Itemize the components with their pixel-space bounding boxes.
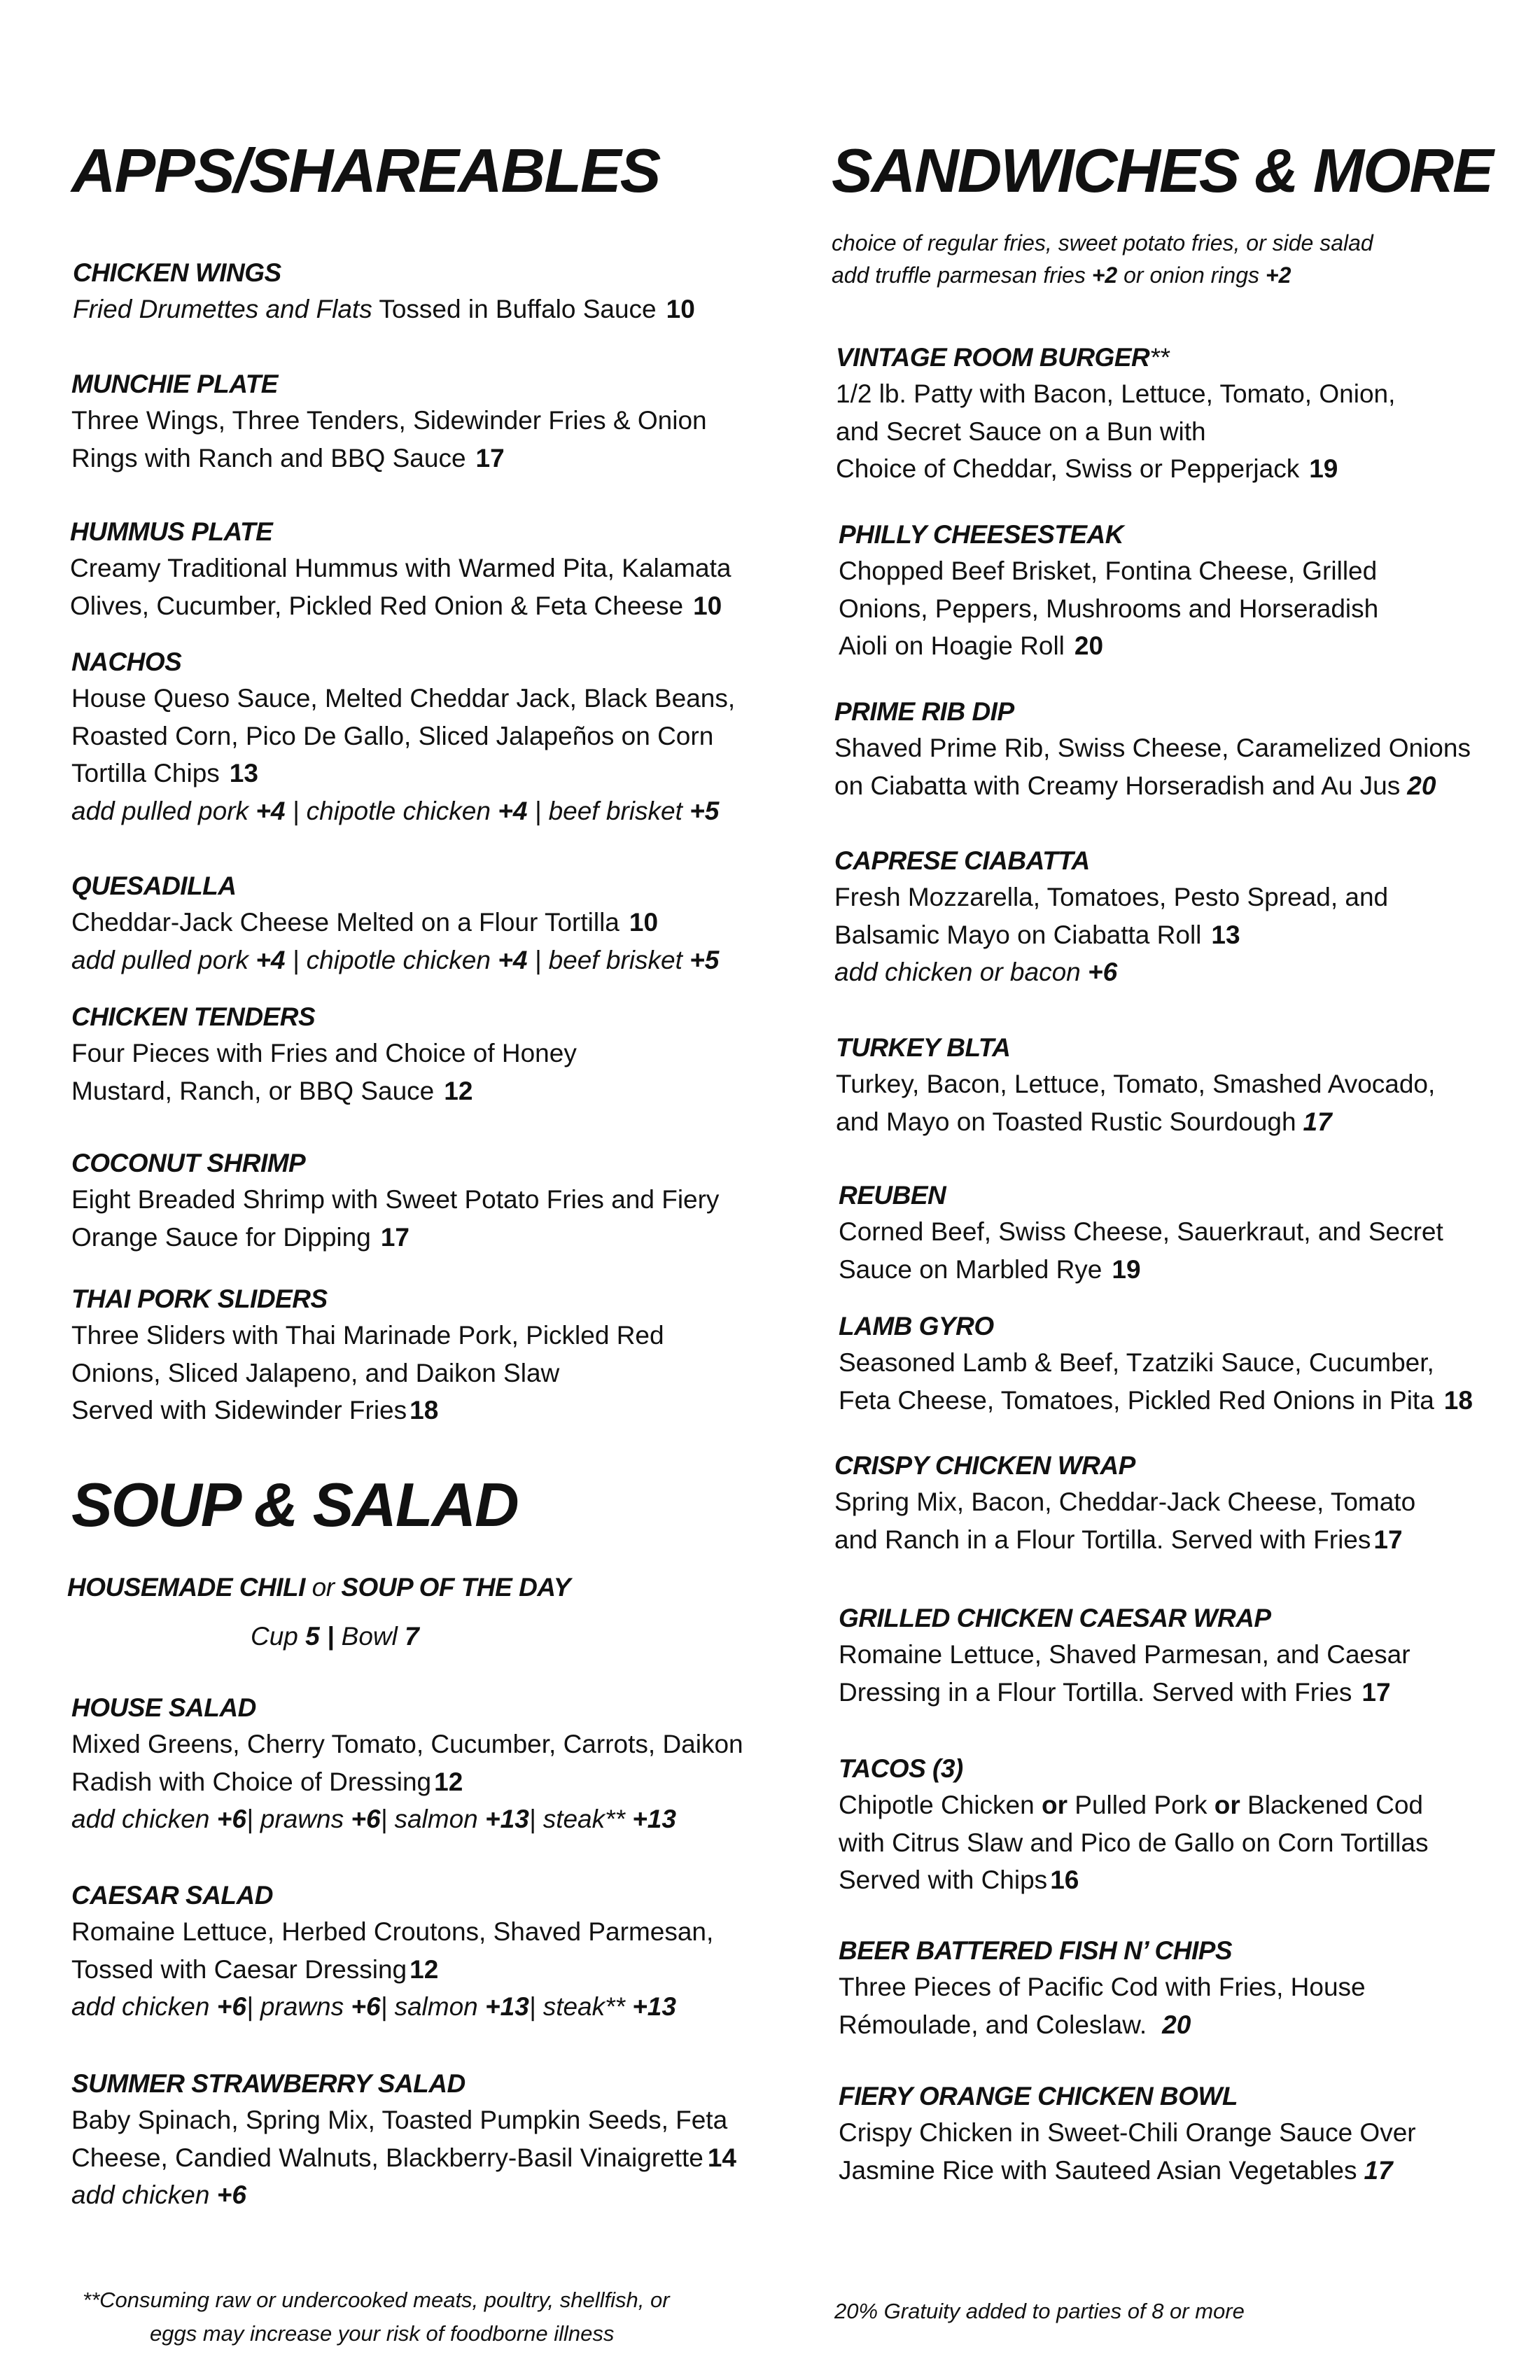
gratuity-note: 20% Gratuity added to parties of 8 or more: [834, 2299, 1245, 2323]
item-price: 16: [1050, 1865, 1079, 1894]
item-name: LAMB GYRO: [839, 1312, 994, 1340]
item-name: HUMMUS PLATE: [70, 517, 273, 546]
item-name: GRILLED CHICKEN CAESAR WRAP: [839, 1604, 1271, 1632]
item-price: 17: [380, 1222, 410, 1252]
item-price: 17: [1362, 1677, 1391, 1707]
menu-item-philly-cheesesteak: PHILLY CHEESESTEAK Chopped Beef Brisket, Fontina Cheese, Grilled Onions, Peppers, Mushrooms and Horseradish Aioli on Hoagie Roll 20: [839, 517, 1378, 665]
item-price: 19: [1309, 454, 1338, 483]
menu-item-strawberry-salad: SUMMER STRAWBERRY SALAD Baby Spinach, Spring Mix, Toasted Pumpkin Seeds, Feta Cheese, Candied Walnuts, Blackberry-Basil Vinaigrette 14 add chicken +6: [71, 2066, 736, 2214]
item-price: 12: [410, 1954, 439, 1984]
item-name: CRISPY CHICKEN WRAP: [834, 1451, 1135, 1480]
menu-item-thai-pork-sliders: THAI PORK SLIDERS Three Sliders with Thai Marinade Pork, Pickled Red Onions, Sliced Jalapeno, and Daikon Slaw Served with Sidewinder Fries 18: [71, 1282, 664, 1429]
item-price: 18: [1443, 1385, 1473, 1415]
item-price: 12: [444, 1076, 473, 1105]
menu-item-chicken-tenders: CHICKEN TENDERS Four Pieces with Fries and Choice of Honey Mustard, Ranch, or BBQ Sauce 12: [71, 1000, 577, 1110]
menu-item-tacos: TACOS (3) Chipotle Chicken or Pulled Pork or Blackened Cod with Citrus Slaw and Pico de Gallo on Corn Tortillas Served with Chips 16: [839, 1751, 1428, 1899]
item-price-options: Cup 5 | Bowl 7: [251, 1622, 419, 1651]
sides-note: choice of regular fries, sweet potato fries, or side salad add truffle parmesan fries +2 or onion rings +2: [832, 230, 1373, 288]
item-price: 10: [629, 908, 659, 937]
item-name: CAPRESE CIABATTA: [834, 846, 1090, 875]
item-name: VINTAGE ROOM BURGER**: [836, 343, 1170, 372]
item-name: SUMMER STRAWBERRY SALAD: [71, 2069, 465, 2098]
item-price: 20: [1074, 631, 1104, 660]
menu-item-fish-n-chips: BEER BATTERED FISH N’ CHIPS Three Pieces of Pacific Cod with Fries, House Rémoulade, and Coleslaw. 20: [839, 1933, 1366, 2043]
item-price: 19: [1112, 1254, 1141, 1284]
menu-item-caesar-salad: CAESAR SALAD Romaine Lettuce, Herbed Croutons, Shaved Parmesan, Tossed with Caesar Dressing 12 add chicken +6| prawns +6| salmon +13| steak** +13: [71, 1878, 713, 2026]
item-name: THAI PORK SLIDERS: [71, 1284, 328, 1313]
item-name: PRIME RIB DIP: [834, 697, 1014, 726]
menu-item-coconut-shrimp: COCONUT SHRIMP Eight Breaded Shrimp with Sweet Potato Fries and Fiery Orange Sauce for Dipping 17: [71, 1146, 719, 1256]
item-name: QUESADILLA: [71, 872, 237, 900]
item-price: 20: [1162, 2010, 1191, 2039]
menu-item-reuben: REUBEN Corned Beef, Swiss Cheese, Sauerkraut, and Secret Sauce on Marbled Rye 19: [839, 1178, 1443, 1288]
menu-item-munchie-plate: MUNCHIE PLATE Three Wings, Three Tenders, Sidewinder Fries & Onion Rings with Ranch and BBQ Sauce 17: [71, 367, 707, 477]
item-name: HOUSE SALAD: [71, 1693, 256, 1722]
menu-item-house-salad: HOUSE SALAD Mixed Greens, Cherry Tomato, Cucumber, Carrots, Daikon Radish with Choice of Dressing 12 add chicken +6| prawns +6| salmon +13| steak** +13: [71, 1690, 743, 1838]
menu-item-chicken-wings: [73, 255, 695, 328]
item-name: TURKEY BLTA: [836, 1033, 1011, 1062]
item-name: FIERY ORANGE CHICKEN BOWL: [839, 2082, 1238, 2110]
menu-item-crispy-chicken-wrap: CRISPY CHICKEN WRAP Spring Mix, Bacon, Cheddar-Jack Cheese, Tomato and Ranch in a Flour Tortilla. Served with Fries 17: [834, 1448, 1415, 1558]
menu-item-lamb-gyro: LAMB GYRO Seasoned Lamb & Beef, Tzatziki Sauce, Cucumber, Feta Cheese, Tomatoes, Pickled Red Onions in Pita 18: [839, 1309, 1473, 1419]
item-addons: add chicken or bacon +6: [834, 958, 1118, 986]
menu-item-prime-rib-dip: PRIME RIB DIP Shaved Prime Rib, Swiss Cheese, Caramelized Onions on Ciabatta with Creamy Horseradish and Au Jus 20: [834, 694, 1471, 804]
item-name: CHICKEN WINGS: [73, 258, 281, 287]
apps-heading: APPS/SHAREABLES: [71, 136, 660, 205]
item-name: COCONUT SHRIMP: [71, 1149, 306, 1177]
menu-item-orange-chicken-bowl: FIERY ORANGE CHICKEN BOWL Crispy Chicken in Sweet-Chili Orange Sauce Over Jasmine Rice with Sauteed Asian Vegetables 17: [839, 2079, 1416, 2189]
item-name: CHICKEN TENDERS: [71, 1002, 316, 1031]
item-addons: add chicken +6| prawns +6| salmon +13| steak** +13: [71, 1992, 676, 2021]
item-price: 13: [229, 759, 258, 788]
item-addons: add pulled pork +4 | chipotle chicken +4 | beef brisket +5: [71, 945, 720, 974]
item-price: 12: [434, 1767, 463, 1796]
item-price: 17: [1373, 1525, 1403, 1554]
item-name: NACHOS: [71, 648, 182, 676]
soup-salad-heading: SOUP & SALAD: [71, 1470, 518, 1539]
item-name: REUBEN: [839, 1181, 946, 1210]
menu-item-hummus-plate: HUMMUS PLATE Creamy Traditional Hummus with Warmed Pita, Kalamata Olives, Cucumber, Pickled Red Onion & Feta Cheese 10: [70, 514, 732, 624]
menu-item-nachos: NACHOS House Queso Sauce, Melted Cheddar Jack, Black Beans, Roasted Corn, Pico De Gallo, Sliced Jalapeños on Corn Tortilla Chips 13 add pulled pork +4 | chipotle chicken +4 | beef brisket +5: [71, 645, 735, 830]
menu-item-vintage-room-burger: VINTAGE ROOM BURGER** 1/2 lb. Patty with Bacon, Lettuce, Tomato, Onion, and Secret Sauce on a Bun with Choice of Cheddar, Swiss or Pepperjack 19: [836, 340, 1395, 488]
item-name: TACOS (3): [839, 1754, 963, 1783]
item-description: Fried Drumettes and Flats Tossed in Buffalo Sauce 10: [73, 295, 695, 323]
item-price: 14: [707, 2143, 736, 2172]
item-price: 17: [1364, 2155, 1393, 2185]
menu-item-caprese-ciabatta: CAPRESE CIABATTA Fresh Mozzarella, Tomatoes, Pesto Spread, and Balsamic Mayo on Ciabatta Roll 13 add chicken or bacon +6: [834, 844, 1388, 991]
item-name: CAESAR SALAD: [71, 1881, 273, 1910]
item-addons: add chicken +6: [71, 2180, 246, 2209]
menu-item-chili-soup: HOUSEMADE CHILI or SOUP OF THE DAY Cup 5 | Bowl 7: [67, 1570, 570, 1656]
item-name: PHILLY CHEESESTEAK: [839, 520, 1124, 549]
item-price: 13: [1211, 920, 1240, 949]
sandwiches-heading: SANDWICHES & MORE: [832, 136, 1492, 205]
item-price: 10: [693, 591, 722, 620]
item-price: 17: [475, 443, 505, 472]
item-price: 20: [1407, 771, 1436, 800]
item-name: MUNCHIE PLATE: [71, 370, 278, 398]
item-addons: add chicken +6| prawns +6| salmon +13| steak** +13: [71, 1805, 676, 1833]
item-addons: add pulled pork +4 | chipotle chicken +4 | beef brisket +5: [71, 796, 720, 825]
raw-food-warning: **Consuming raw or undercooked meats, poultry, shellfish, or eggs may increase your risk of foodborne illness: [83, 2288, 670, 2346]
menu-item-grilled-chicken-caesar-wrap: GRILLED CHICKEN CAESAR WRAP Romaine Lettuce, Shaved Parmesan, and Caesar Dressing in a Flour Tortilla. Served with Fries 17: [839, 1601, 1410, 1711]
item-price: 17: [1303, 1107, 1332, 1136]
item-price: 10: [666, 295, 695, 323]
item-price: 18: [410, 1396, 439, 1424]
item-name: BEER BATTERED FISH N’ CHIPS: [839, 1936, 1233, 1965]
menu-item-quesadilla: QUESADILLA Cheddar-Jack Cheese Melted on a Flour Tortilla 10 add pulled pork +4 | chipotle chicken +4 | beef brisket +5: [71, 869, 719, 979]
menu-item-turkey-blta: TURKEY BLTA Turkey, Bacon, Lettuce, Tomato, Smashed Avocado, and Mayo on Toasted Rustic Sourdough 17: [836, 1030, 1435, 1140]
